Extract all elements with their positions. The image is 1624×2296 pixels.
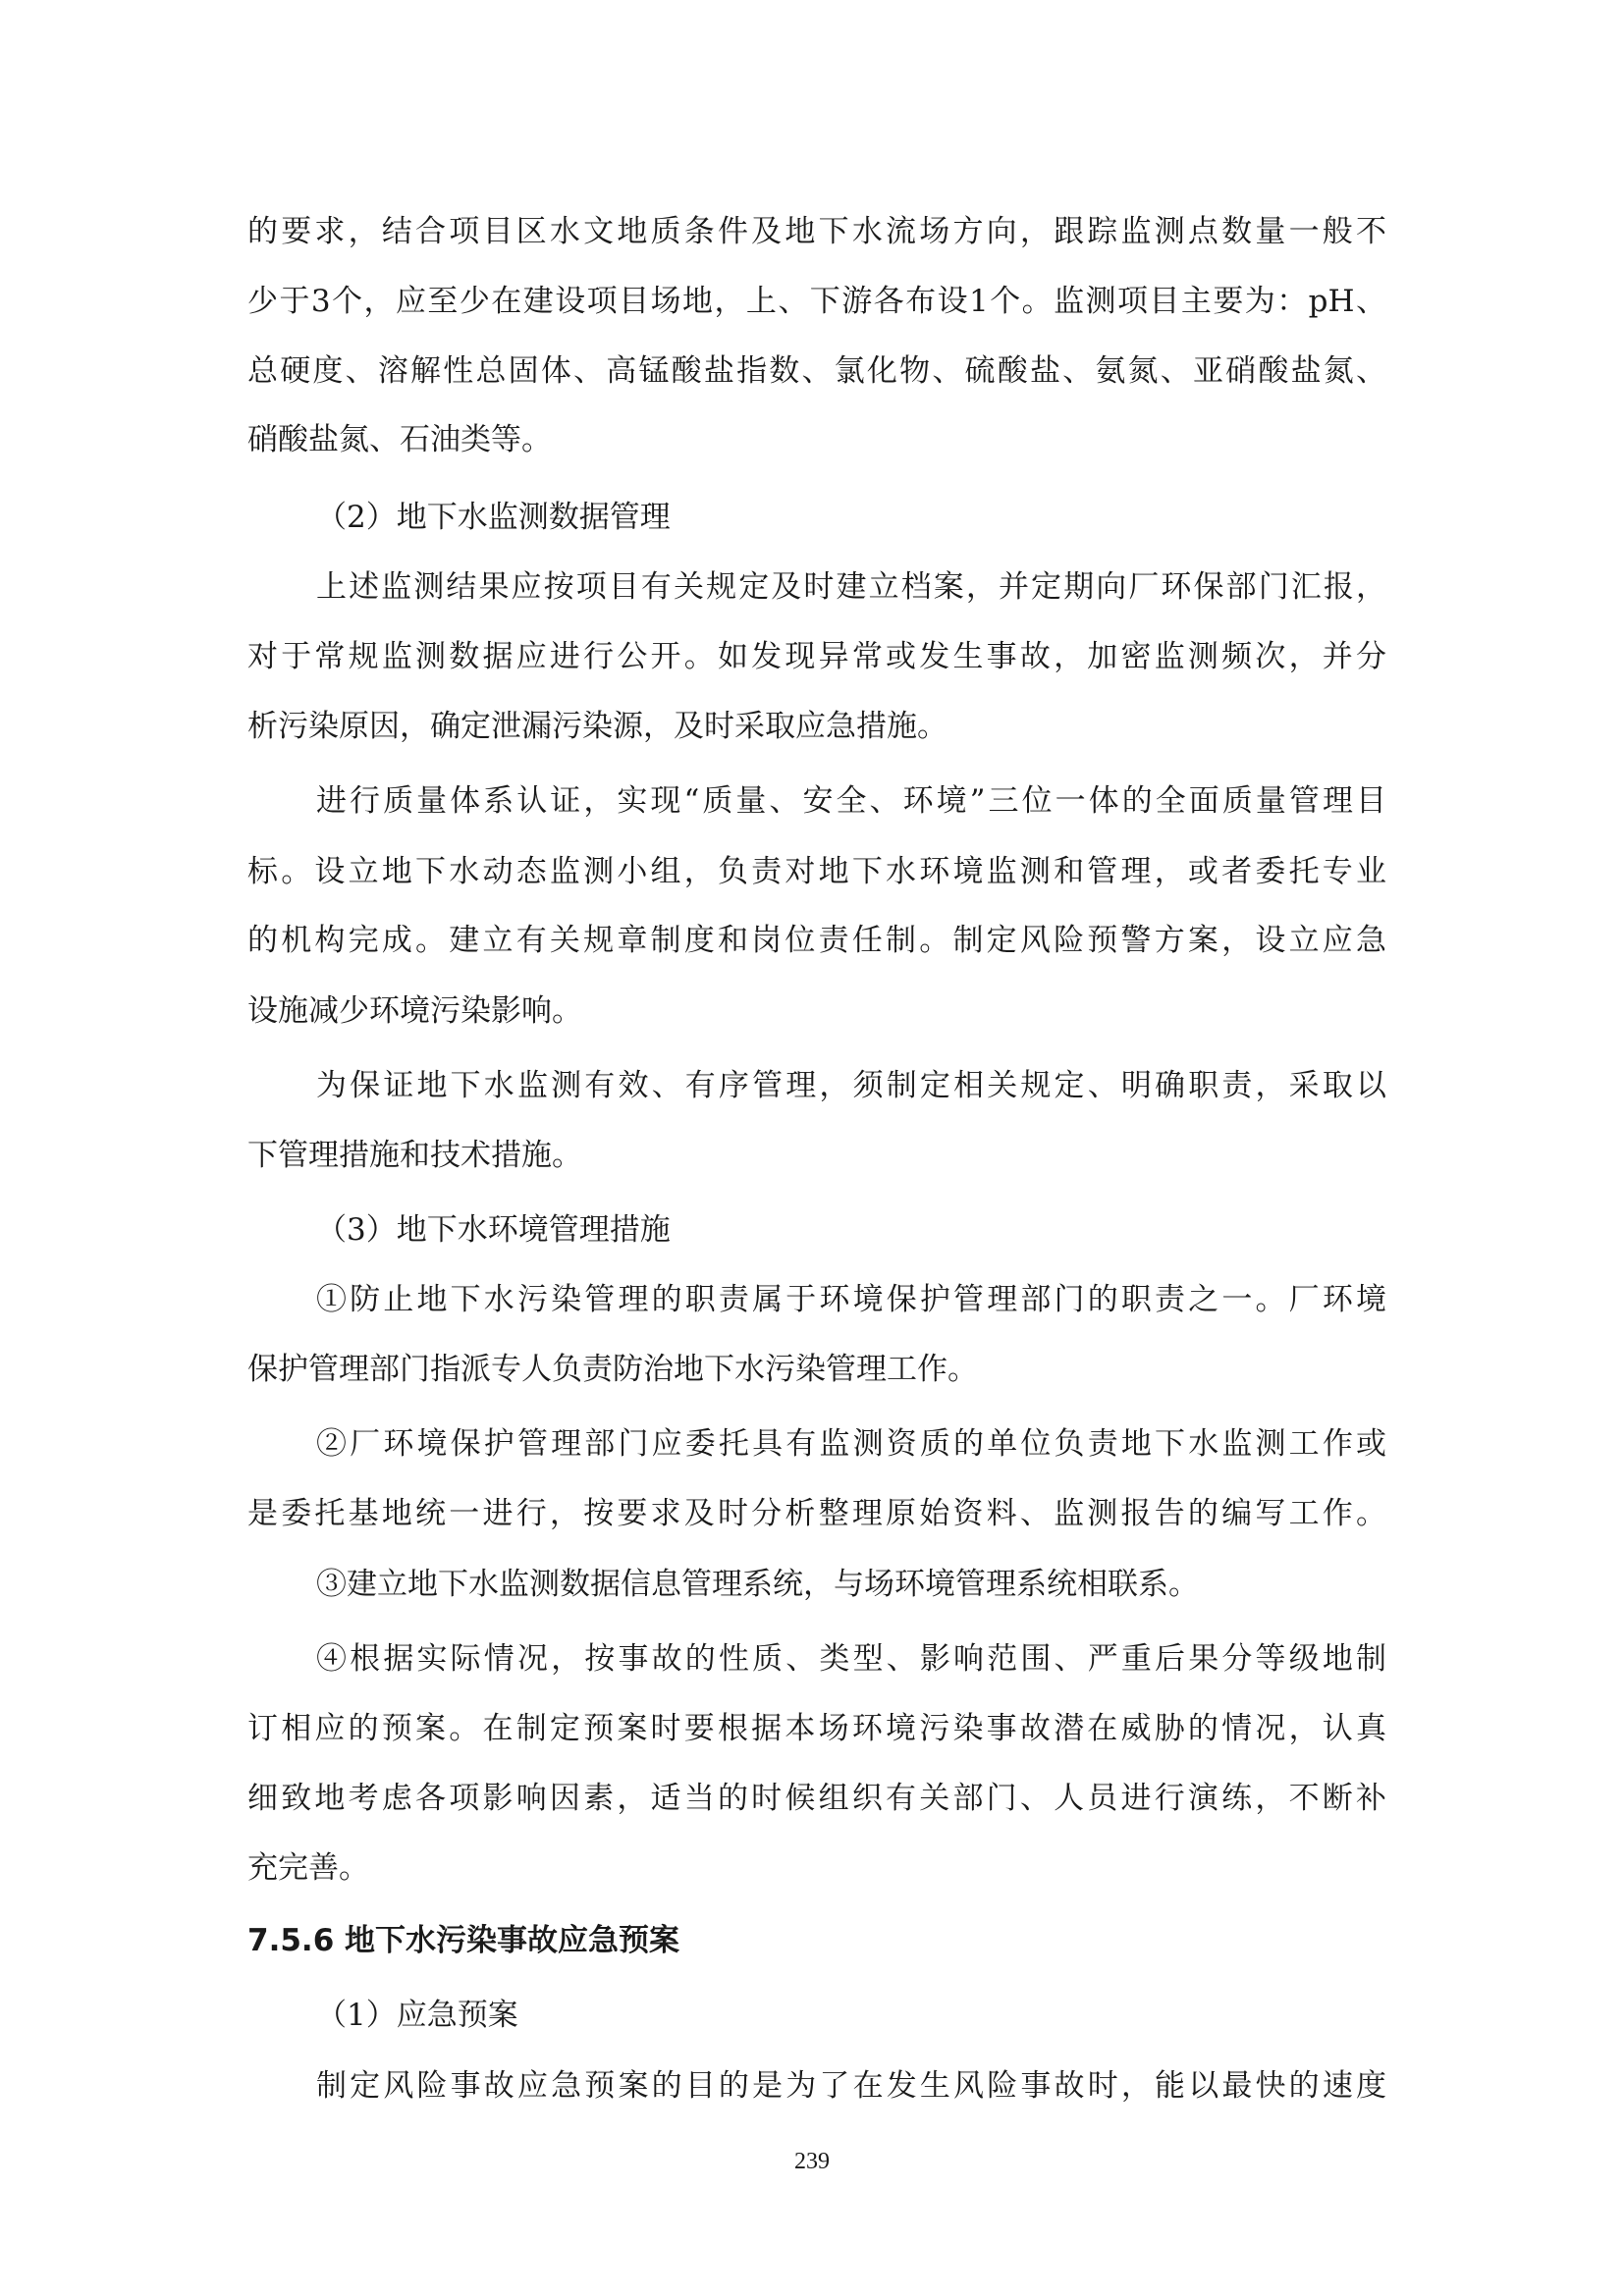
paragraph-line: 是委托基地统一进行，按要求及时分析整理原始资料、监测报告的编写工作。 — [247, 1496, 1386, 1531]
subsection-title: （3）地下水环境管理措施 — [316, 1212, 671, 1248]
paragraph-line: 硝酸盐氮、石油类等。 — [247, 422, 552, 457]
paragraph-line: 为保证地下水监测有效、有序管理，须制定相关规定、明确职责，采取以 — [316, 1068, 1386, 1103]
subsection-title: （2）地下水监测数据管理 — [316, 500, 671, 535]
paragraph-line: ④根据实际情况，按事故的性质、类型、影响范围、严重后果分等级地制 — [316, 1641, 1386, 1677]
paragraph-line: 设施减少环境污染影响。 — [247, 993, 582, 1029]
paragraph-line: 上述监测结果应按项目有关规定及时建立档案，并定期向厂环保部门汇报， — [316, 569, 1386, 605]
paragraph-line: 保护管理部门指派专人负责防治地下水污染管理工作。 — [247, 1352, 978, 1387]
paragraph-line: 下管理措施和技术措施。 — [247, 1138, 582, 1173]
paragraph-line: 析污染原因，确定泄漏污染源，及时采取应急措施。 — [247, 709, 947, 744]
paragraph-line: ②厂环境保护管理部门应委托具有监测资质的单位负责地下水监测工作或 — [316, 1426, 1386, 1462]
paragraph-line: 充完善。 — [247, 1850, 369, 1886]
section-heading: 7.5.6 地下水污染事故应急预案 — [247, 1923, 680, 1958]
paragraph-line: ①防止地下水污染管理的职责属于环境保护管理部门的职责之一。厂环境 — [316, 1282, 1386, 1317]
paragraph-line: 制定风险事故应急预案的目的是为了在发生风险事故时，能以最快的速度 — [316, 2068, 1386, 2104]
paragraph-line: 订相应的预案。在制定预案时要根据本场环境污染事故潜在威胁的情况，认真 — [247, 1711, 1386, 1746]
paragraph-line: 进行质量体系认证，实现“质量、安全、环境”三位一体的全面质量管理目 — [316, 783, 1386, 819]
paragraph-line: 少于3个，应至少在建设项目场地，上、下游各布设1个。监测项目主要为：pH、 — [247, 284, 1386, 319]
subsection-title: （1）应急预案 — [316, 1998, 518, 2033]
paragraph-line: 细致地考虑各项影响因素，适当的时候组织有关部门、人员进行演练，不断补 — [247, 1781, 1386, 1816]
paragraph-line: 的机构完成。建立有关规章制度和岗位责任制。制定风险预警方案，设立应急 — [247, 923, 1386, 958]
paragraph-line: 对于常规监测数据应进行公开。如发现异常或发生事故，加密监测频次，并分 — [247, 639, 1386, 674]
paragraph-line: 标。设立地下水动态监测小组，负责对地下水环境监测和管理，或者委托专业 — [247, 854, 1386, 889]
paragraph-line: 总硬度、溶解性总固体、高锰酸盐指数、氯化物、硫酸盐、氨氮、亚硝酸盐氮、 — [247, 353, 1386, 389]
page-number: 239 — [794, 2149, 830, 2174]
paragraph-line: ③建立地下水监测数据信息管理系统，与场环境管理系统相联系。 — [316, 1567, 1199, 1602]
paragraph-line: 的要求，结合项目区水文地质条件及地下水流场方向，跟踪监测点数量一般不 — [247, 214, 1386, 249]
